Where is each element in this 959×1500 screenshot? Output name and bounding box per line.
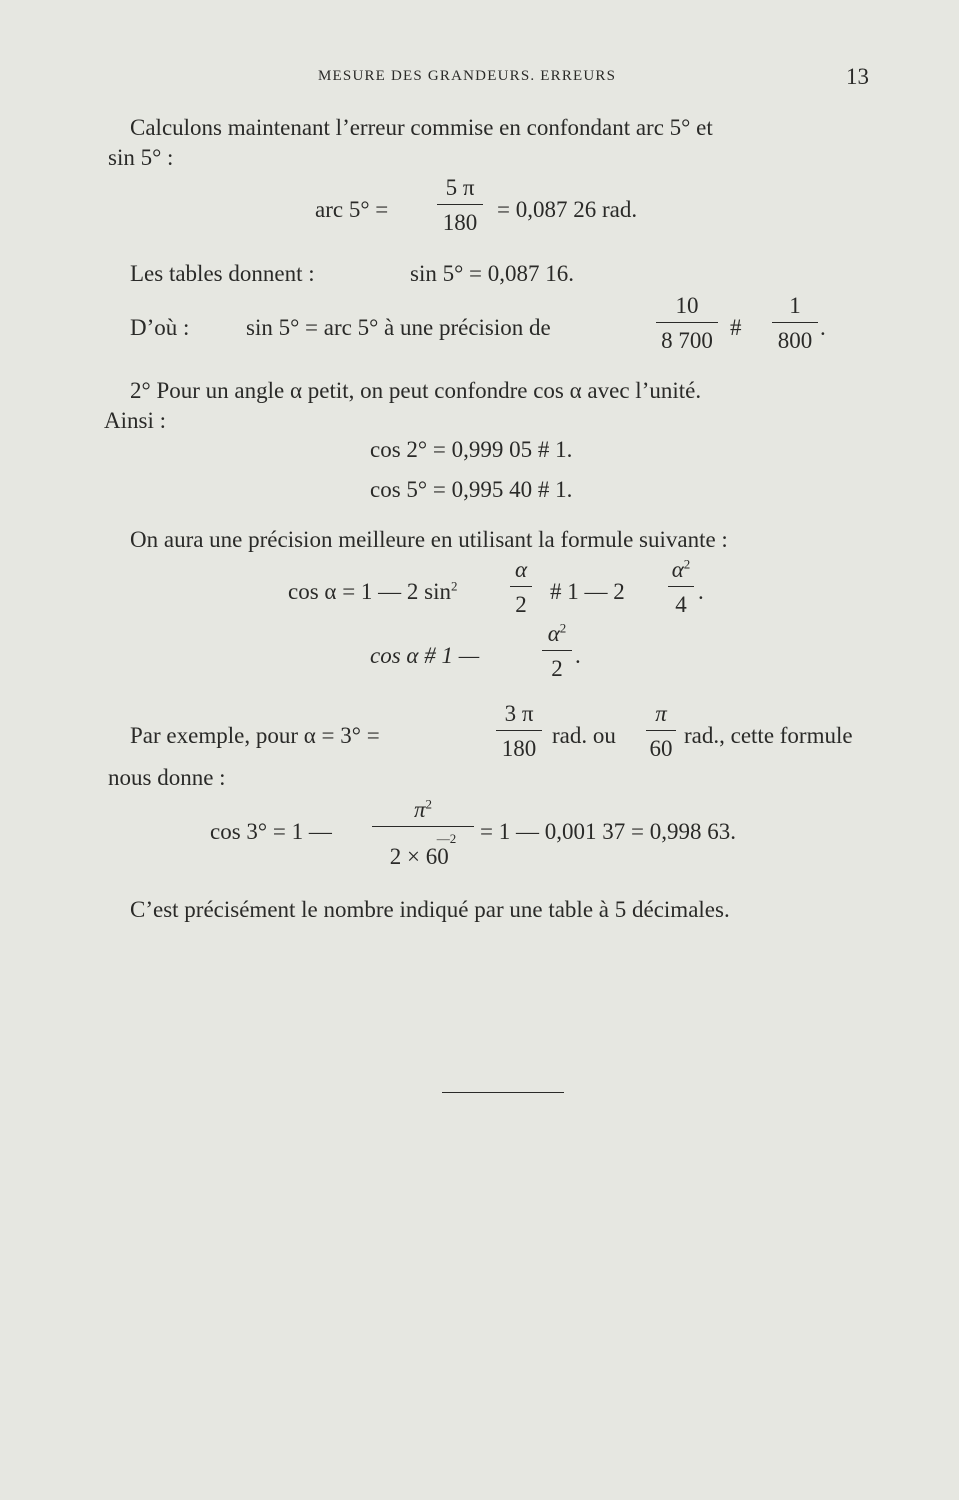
approx-sign: # xyxy=(730,315,742,340)
formula-lhs xyxy=(288,580,458,603)
fraction-10-8700 xyxy=(656,294,718,352)
fraction-1-800 xyxy=(772,294,818,352)
cos-2-value: cos 2° = 0,999 05 # 1. xyxy=(370,437,573,462)
better-precision-text: On aura une précision meilleure en utilisant la formule suivante : xyxy=(130,527,728,552)
fraction-numerator: α xyxy=(514,557,528,582)
fraction-alpha2-4 xyxy=(668,558,694,616)
equation-lhs: arc 5° = xyxy=(315,197,389,222)
exponent: —2 xyxy=(436,831,457,847)
fraction-denominator: 4 xyxy=(675,592,687,617)
tables-value: sin 5° = 0,087 16. xyxy=(410,261,575,286)
example-line-2: nous donne : xyxy=(108,765,226,790)
denominator-text: 2 × 60 xyxy=(389,844,449,869)
conclusion-text: C’est précisément le nombre indiqué par une table à 5 décimales. xyxy=(130,897,730,922)
alpha-symbol: α xyxy=(547,621,560,646)
cos-5-value: cos 5° = 0,995 40 # 1. xyxy=(370,477,573,502)
alpha-symbol: α xyxy=(671,557,684,582)
period: . xyxy=(698,579,704,604)
example-end: rad., cette formule xyxy=(684,723,853,748)
exponent: 2 xyxy=(425,796,433,812)
example-middle: rad. ou xyxy=(552,723,616,748)
fraction-3pi-180 xyxy=(496,702,542,760)
period: . xyxy=(820,315,826,340)
fraction-numerator xyxy=(668,558,694,586)
formula-middle: # 1 — 2 xyxy=(550,579,625,604)
formula-lhs: cos 3° = 1 — xyxy=(210,819,332,844)
equation-rhs: = 0,087 26 rad. xyxy=(497,197,638,222)
fraction-denominator xyxy=(372,827,474,868)
formula-lhs: cos α # 1 — xyxy=(370,643,480,668)
fraction-numerator xyxy=(542,622,572,650)
fraction-numerator: 5 π xyxy=(445,175,475,200)
fraction-denominator: 180 xyxy=(442,210,478,235)
tables-label: Les tables donnent : xyxy=(130,261,315,286)
fraction-pi-60 xyxy=(646,702,676,760)
exponent: 2 xyxy=(451,578,458,594)
point-2-line-2: Ainsi : xyxy=(104,408,166,433)
intro-line-2: sin 5° : xyxy=(108,145,174,170)
fraction-alpha2-2 xyxy=(542,622,572,680)
formula-lhs-text: cos α = 1 — 2 sin xyxy=(288,579,452,604)
fraction-numerator: 3 π xyxy=(504,701,534,726)
fraction-5pi-180 xyxy=(437,176,483,234)
point-2-line-1: 2° Pour un angle α petit, on peut confondre cos α avec l’unité. xyxy=(130,378,702,403)
fraction-denominator: 2 xyxy=(515,592,527,617)
page-number: 13 xyxy=(846,64,869,89)
formula-rhs: = 1 — 0,001 37 = 0,998 63. xyxy=(480,819,736,844)
fraction-denominator: 180 xyxy=(501,736,537,761)
running-title: MESURE DES GRANDEURS. ERREURS xyxy=(318,68,617,84)
pi-symbol: π xyxy=(413,797,426,822)
fraction-denominator: 800 xyxy=(777,328,813,353)
dou-label: D’où : xyxy=(130,315,190,340)
exponent: 2 xyxy=(559,620,567,636)
precision-text: sin 5° = arc 5° à une précision de xyxy=(246,315,551,340)
fraction-denominator: 8 700 xyxy=(661,328,713,353)
example-start: Par exemple, pour α = 3° = xyxy=(130,723,380,748)
period: . xyxy=(575,643,581,668)
fraction-denominator: 2 xyxy=(551,656,563,681)
fraction-denominator: 60 xyxy=(649,736,673,761)
fraction-numerator: 10 xyxy=(675,293,699,318)
fraction-numerator: 1 xyxy=(789,293,801,318)
intro-line-1: Calculons maintenant l’erreur commise en confondant arc 5° et xyxy=(130,115,713,140)
fraction-alpha-2 xyxy=(510,558,532,616)
fraction-numerator xyxy=(372,798,474,826)
fraction-pi2-over-2x60 xyxy=(372,798,474,868)
exponent: 2 xyxy=(683,556,691,572)
end-rule xyxy=(442,1092,564,1093)
fraction-numerator: π xyxy=(655,701,667,726)
page-header xyxy=(0,64,959,94)
